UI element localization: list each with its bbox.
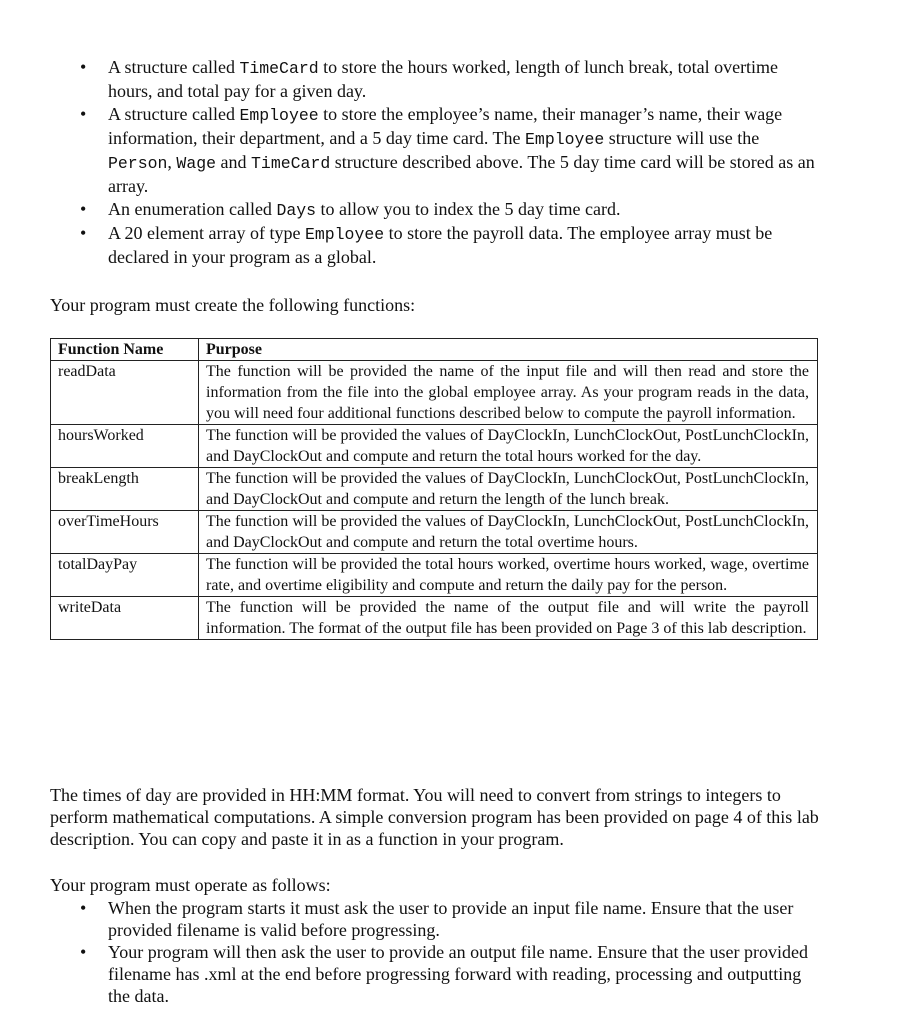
bullet-employee: • A structure called Employee to store the employee’s name, their manager’s name, their wage information, their department, and a 5 day time card. The Employee structure will use the Person, Wage and TimeCard structure described above. The 5 day time card will be stored as an array. [0, 103, 904, 198]
header-purpose: Purpose [199, 339, 818, 361]
header-function-name: Function Name [51, 339, 199, 361]
function-purpose: The function will be provided the values of DayClockIn, LunchClockOut, PostLunchClockIn, and DayClockOut and compute and return the length of the lunch break. [199, 468, 818, 511]
table-header-row [51, 339, 818, 361]
code-timecard: TimeCard [251, 154, 331, 173]
code-wage: Wage [176, 154, 217, 173]
function-name: writeData [51, 597, 199, 640]
function-name: readData [51, 361, 199, 425]
bullet-days: • An enumeration called Days to allow you to index the 5 day time card. [0, 198, 904, 222]
function-name: breakLength [51, 468, 199, 511]
operate-intro: Your program must operate as follows: [50, 875, 331, 895]
bullet-timecard: • A structure called TimeCard to store the hours worked, length of lunch break, total overtime hours, and total pay for a given day. [0, 56, 904, 103]
code-employee: Employee [304, 225, 385, 244]
operate-bullet-list [0, 897, 904, 1007]
functions-intro: Your program must create the following functions: [50, 295, 416, 315]
code-days: Days [276, 201, 317, 220]
function-name: overTimeHours [51, 511, 199, 554]
bullet-output-file: • Your program will then ask the user to provide an output file name. Ensure that the user provided filename has .xml at the end before progressing forward with reading, processing and outputting the data. [0, 941, 904, 1007]
code-employee: Employee [239, 106, 319, 125]
times-paragraph: The times of day are provided in HH:MM format. You will need to convert from strings to integers to perform mathematical computations. A simple conversion program has been provided on page 4 of this lab description. You can copy and paste it in as a function in your program. [50, 785, 819, 849]
table-row [51, 511, 818, 554]
function-purpose: The function will be provided the values of DayClockIn, LunchClockOut, PostLunchClockIn, and DayClockOut and compute and return the total overtime hours. [199, 511, 818, 554]
bullet-employee-array: • A 20 element array of type Employee to store the payroll data. The employee array must be declared in your program as a global. [0, 222, 904, 269]
code-timecard: TimeCard [239, 59, 319, 78]
table-row [51, 361, 818, 425]
function-purpose: The function will be provided the name of the output file and will write the payroll information. The format of the output file has been provided on Page 3 of this lab description. [199, 597, 818, 640]
function-purpose: The function will be provided the total hours worked, overtime hours worked, wage, overtime rate, and overtime eligibility and compute and return the daily pay for the person. [199, 554, 818, 597]
bullet-input-file: • When the program starts it must ask the user to provide an input file name. Ensure that the user provided filename is valid before progressing. [0, 897, 904, 941]
structure-bullet-list [0, 56, 904, 269]
function-purpose: The function will be provided the name of the input file and will then read and store the information from the file into the global employee array. As your program reads in the data, you will need four additional functions described below to compute the payroll information. [199, 361, 818, 425]
code-person: Person [108, 154, 168, 173]
function-name: hoursWorked [51, 425, 199, 468]
function-purpose: The function will be provided the values of DayClockIn, LunchClockOut, PostLunchClockIn, and DayClockOut and compute and return the total hours worked for the day. [199, 425, 818, 468]
table-row [51, 597, 818, 640]
table-row [51, 468, 818, 511]
table-row [51, 554, 818, 597]
function-name: totalDayPay [51, 554, 199, 597]
functions-table [50, 338, 818, 640]
code-employee: Employee [525, 130, 605, 149]
table-row [51, 425, 818, 468]
